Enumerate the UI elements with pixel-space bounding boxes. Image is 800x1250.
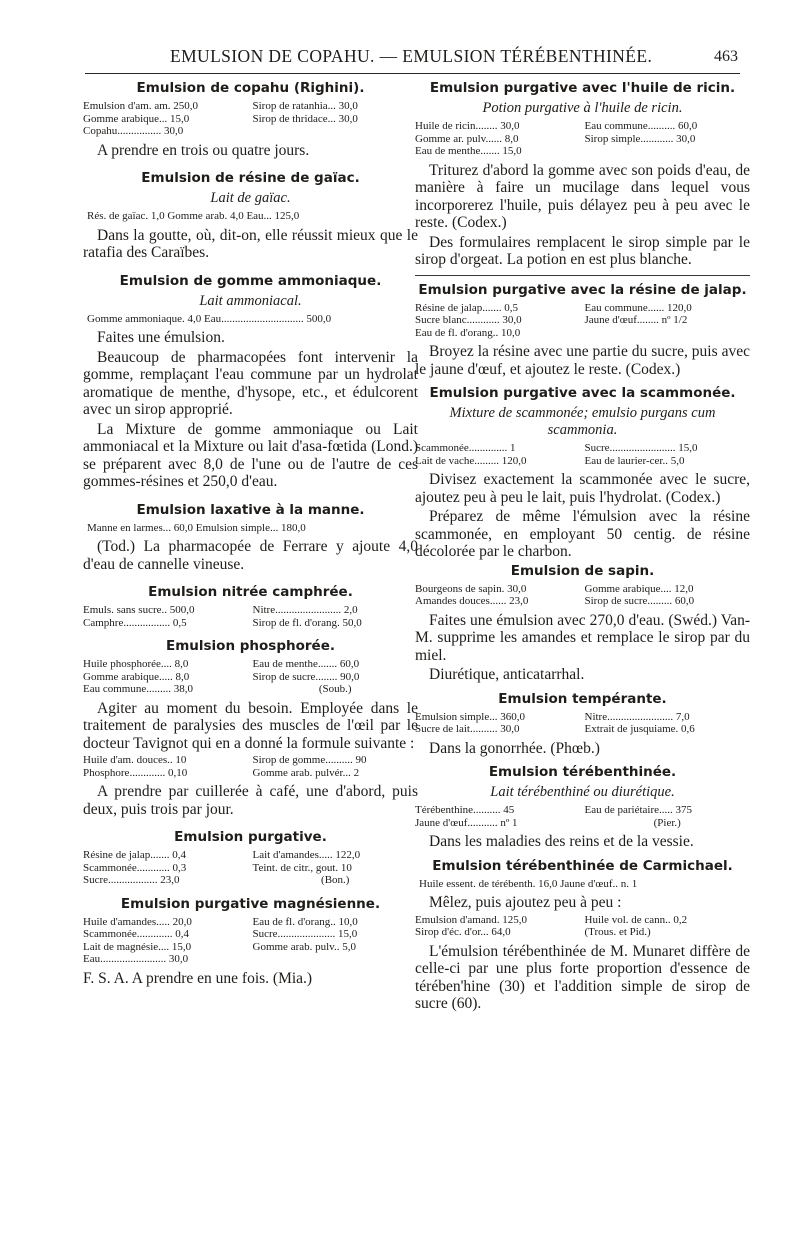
section-title: Emulsion nitrée camphrée. <box>148 584 353 600</box>
ingredient-row <box>83 683 418 696</box>
ingredient-row <box>415 804 750 817</box>
left-column <box>83 80 418 989</box>
ingredient: Bourgeons de sapin. 30,0 <box>415 582 527 595</box>
ingredient-row <box>415 723 750 736</box>
ingredient: Gomme ar. pulv...... 8,0 <box>415 132 519 145</box>
ingredient: Gomme arabique.... 12,0 <box>584 582 694 595</box>
ingredient: Huile d'amandes..... 20,0 <box>83 915 192 928</box>
divider <box>415 275 750 276</box>
ingredient-row <box>415 914 750 927</box>
ingredient: Huile vol. de cann.. 0,2 <box>584 913 688 926</box>
ingredient-row <box>415 302 750 315</box>
ingredient: Gomme arabique... 15,0 <box>83 112 190 125</box>
ingredient: Teint. de citr., gout. 10 <box>252 861 352 874</box>
ingredient: Gomme arab. pulvér... 2 <box>252 766 360 779</box>
ingredient: Eau de menthe....... 60,0 <box>252 658 360 670</box>
section-title: Emulsion purgative avec la résine de jalap. <box>418 281 747 298</box>
ingredient: Sirop de sucre........ 90,0 <box>252 670 360 683</box>
section-subtitle: Mixture de scammonée; emulsio purgans cum scammonia. <box>449 405 716 438</box>
section-carmichael <box>415 858 750 1013</box>
paragraph: Mêlez, puis ajoutez peu à peu : <box>429 894 622 911</box>
ingredient-row <box>415 878 750 891</box>
ingredient: Huile d'am. douces.. 10 <box>83 754 187 766</box>
ingredient-row <box>83 100 418 113</box>
ingredient: Eau de fl. d'orang.. 10,0 <box>415 326 521 339</box>
ingredient: Sucre de lait.......... 30,0 <box>415 723 520 735</box>
ingredients <box>83 210 418 223</box>
ingredient-row <box>415 327 750 340</box>
ingredients <box>415 583 750 608</box>
ingredient-row <box>415 133 750 146</box>
ingredient: Eau........................ 30,0 <box>83 953 189 965</box>
ingredient: Nitre........................ 2,0 <box>252 604 358 616</box>
ingredient: Eau de pariétaire..... 375 <box>584 804 693 816</box>
ingredient: Huile essent. de térébenth. 16,0 Jaune d'œuf.. n. 1 <box>419 877 638 890</box>
ingredient: Sirop de gomme.......... 90 <box>252 754 367 766</box>
ingredient: Eau commune.......... 60,0 <box>584 120 698 132</box>
section-title: Emulsion purgative. <box>174 829 327 845</box>
section-title: Emulsion de copahu (Righini). <box>136 80 365 96</box>
ingredients <box>83 313 418 326</box>
ingredient: Manne en larmes... 60,0 Emulsion simple... 180,0 <box>87 521 306 534</box>
ingredient-row <box>415 711 750 724</box>
ingredient-row <box>83 928 418 941</box>
ingredient-row <box>415 583 750 596</box>
ingredient: (Pier.) <box>653 816 681 829</box>
section-title: Emulsion térébenthinée. <box>488 764 677 780</box>
section-huile-de-ricin <box>415 80 750 269</box>
paragraph: Faites une émulsion avec 270,0 d'eau. (Swéd.) Van-M. supprime les amandes et remplace le sirop par du miel. <box>415 611 750 664</box>
ingredients <box>83 100 418 138</box>
paragraph: Faites une émulsion. <box>97 329 225 346</box>
paragraph: Dans les maladies des reins et de la vessie. <box>429 833 694 850</box>
ingredients <box>415 804 750 829</box>
ingredient: Résine de jalap....... 0,4 <box>83 849 186 861</box>
ingredient: Sucre..................... 15,0 <box>252 928 358 940</box>
ingredient-row <box>83 874 418 887</box>
ingredient-row <box>83 916 418 929</box>
ingredients <box>83 916 418 966</box>
paragraph: Beaucoup de pharmacopées font intervenir la gomme, remplaçant l'eau commune par un hydrolat aromatique de menthe, d'hysope, etc., et édulcorent avec un sirop approprié. <box>83 348 418 418</box>
section-title: Emulsion purgative avec l'huile de ricin. <box>429 80 736 96</box>
ingredient <box>249 125 419 138</box>
ingredient-row <box>83 617 418 630</box>
ingredients <box>415 442 750 467</box>
section-subtitle: Lait ammoniacal. <box>199 292 302 309</box>
ingredient-row <box>83 767 418 780</box>
section-subtitle: Potion purgative à l'huile de ricin. <box>482 100 683 116</box>
paragraph: L'émulsion térébenthinée de M. Munaret diffère de celle-ci par une plus forte proportion d'essence de térében'hine (30) et l'addition simple de sirop de sucre (60). <box>415 942 750 1012</box>
ingredient: Lait de magnésie.... 15,0 <box>83 940 192 953</box>
ingredients <box>83 754 418 779</box>
ingredients <box>83 522 418 535</box>
ingredient: Extrait de jusquiame. 0,6 <box>584 723 695 735</box>
ingredient-row <box>83 754 418 767</box>
ingredient-row <box>415 595 750 608</box>
ingredient: Phosphore............. 0,10 <box>83 766 188 779</box>
ingredient-row <box>415 120 750 133</box>
ingredients <box>83 849 418 887</box>
ingredient: Eau commune......... 38,0 <box>83 683 193 695</box>
section-sapin <box>415 563 750 684</box>
section-title: Emulsion de gomme ammoniaque. <box>119 272 382 289</box>
section-title: Emulsion de sapin. <box>510 562 655 579</box>
paragraph: Des formulaires remplacent le sirop simple par le sirop d'orgeat. La potion en est plus blanche. <box>415 233 750 268</box>
ingredient: Sirop d'éc. d'or... 64,0 <box>415 926 511 938</box>
ingredient: Camphre................. 0,5 <box>83 616 187 629</box>
ingredient-row <box>83 671 418 684</box>
ingredient-row <box>83 941 418 954</box>
section-manne <box>83 502 418 574</box>
paragraph: Dans la gonorrhée. (Phœb.) <box>429 739 600 757</box>
ingredient-row <box>415 145 750 158</box>
ingredient-row <box>83 849 418 862</box>
ingredient: Résine de jalap....... 0,5 <box>415 301 518 314</box>
ingredient: Sirop de fl. d'orang. 50,0 <box>252 616 362 629</box>
ingredient: Gomme arab. pulv.. 5,0 <box>252 940 356 953</box>
ingredient: Sucre........................ 15,0 <box>584 442 698 454</box>
section-terebenthinee <box>415 764 750 851</box>
paragraph: Préparez de même l'émulsion avec la résine scammonée, en employant 50 centig. de résine décolorée par le charbon. <box>415 508 750 560</box>
ingredient-row <box>83 125 418 138</box>
right-column <box>415 80 750 1015</box>
section-subtitle: Lait térébenthiné ou diurétique. <box>490 784 675 800</box>
section-title: Emulsion tempérante. <box>498 690 667 707</box>
ingredient: Emuls. sans sucre.. 500,0 <box>83 604 195 616</box>
paragraph: Diurétique, anticatarrhal. <box>429 666 585 683</box>
paragraph: Broyez la résine avec une partie du sucre, puis avec le jaune d'œuf, et ajoutez le reste. (Codex.) <box>415 343 750 378</box>
section-title: Emulsion phosphorée. <box>165 638 335 654</box>
ingredient-row <box>415 314 750 327</box>
ingredient: Emulsion d'amand. 125,0 <box>415 913 527 926</box>
ingredients <box>415 914 750 939</box>
ingredient: Scammonée............. 0,4 <box>83 928 190 940</box>
section-resine-de-jalap <box>415 282 750 379</box>
ingredient: Rés. de gaïac. 1,0 Gomme arab. 4,0 Eau... 125,0 <box>87 210 300 222</box>
ingredient: Sirop de thridace... 30,0 <box>252 112 358 125</box>
ingredient-row <box>83 862 418 875</box>
section-purgative <box>83 829 418 887</box>
ingredient: Scammonée.............. 1 <box>415 442 516 454</box>
ingredients <box>415 302 750 340</box>
ingredient-row <box>83 313 418 326</box>
ingredient <box>581 327 751 340</box>
ingredient: Eau commune...... 120,0 <box>584 301 692 314</box>
section-purgative-magnesienne <box>83 896 418 988</box>
ingredient: Lait d'amandes..... 122,0 <box>252 849 361 861</box>
ingredient: Scammonée............ 0,3 <box>83 861 187 874</box>
ingredient: Sucre blanc............ 30,0 <box>415 314 522 326</box>
ingredient: Eau de laurier-cer.. 5,0 <box>584 454 685 467</box>
ingredient-row <box>415 442 750 455</box>
ingredient-row <box>83 658 418 671</box>
ingredient: Jaune d'œuf........ nº 1/2 <box>584 314 688 326</box>
paragraph: Triturez d'abord la gomme avec son poids d'eau, de manière à faire un mucilage dans lequel vous incorporerez l'huile, puis délayez peu à peu avec le reste. (Codex.) <box>415 161 750 231</box>
ingredient <box>581 145 751 158</box>
ingredient-row <box>83 604 418 617</box>
paragraph: A prendre en trois ou quatre jours. <box>97 141 310 159</box>
ingredient: Nitre........................ 7,0 <box>584 710 690 723</box>
section-temperante <box>415 691 750 758</box>
section-gaiac <box>83 170 418 262</box>
ingredient-row <box>83 522 418 535</box>
ingredient: Eau de fl. d'orang.. 10,0 <box>252 915 358 928</box>
ingredients <box>83 658 418 696</box>
ingredient: (Trous. et Pid.) <box>584 926 651 938</box>
ingredients <box>415 711 750 736</box>
section-gomme-ammoniaque <box>83 273 418 491</box>
ingredient: Lait de vache......... 120,0 <box>415 454 527 467</box>
section-title: Emulsion purgative avec la scammonée. <box>429 385 736 401</box>
ingredient: Gomme arabique..... 8,0 <box>83 670 190 683</box>
paragraph: (Tod.) La pharmacopée de Ferrare y ajoute 4,0 d'eau de cannelle vineuse. <box>83 538 418 573</box>
ingredient: Térébenthine.......... 45 <box>415 804 515 816</box>
ingredient: Gomme ammoniaque. 4,0 Eau.............................. 500,0 <box>87 312 332 325</box>
section-nitree-camphree <box>83 584 418 629</box>
ingredients <box>415 878 750 891</box>
ingredient <box>249 953 419 966</box>
ingredient: Sirop de sucre......... 60,0 <box>584 595 695 607</box>
paragraph: F. S. A. A prendre en une fois. (Mia.) <box>83 969 313 987</box>
paragraph: La Mixture de gomme ammoniaque ou Lait ammoniacal et la Mixture ou lait d'asa-fœtida (Lond.) se préparent avec 8,0 de l'une ou de l'autre de ces gommes-résines et 250,0 d'eau. <box>83 420 418 490</box>
section-title: Emulsion de résine de gaïac. <box>141 170 360 186</box>
ingredient-row <box>415 926 750 939</box>
ingredient: Jaune d'œuf........... nº 1 <box>415 816 518 829</box>
page-number: 463 <box>714 48 738 65</box>
section-scammonee <box>415 385 750 561</box>
section-phosphoree <box>83 638 418 818</box>
section-title: Emulsion térébenthinée de Carmichael. <box>432 857 733 874</box>
header-rule <box>85 73 740 74</box>
ingredients <box>83 604 418 629</box>
section-copahu <box>83 80 418 159</box>
ingredient: Sucre.................. 23,0 <box>83 874 180 886</box>
ingredient: (Bon.) <box>321 874 350 886</box>
ingredient-row <box>415 817 750 830</box>
section-title: Emulsion purgative magnésienne. <box>120 895 381 912</box>
section-title: Emulsion laxative à la manne. <box>136 501 365 518</box>
paragraph: A prendre par cuillerée à café, une d'abord, puis deux, puis trois par jour. <box>83 783 418 818</box>
ingredient-row <box>415 455 750 468</box>
ingredient-row <box>83 113 418 126</box>
ingredient-row <box>83 953 418 966</box>
ingredient: Copahu................ 30,0 <box>83 125 184 137</box>
paragraph: Dans la goutte, où, dit-on, elle réussit mieux que le ratafia des Caraïbes. <box>83 226 418 261</box>
running-title: EMULSION DE COPAHU. — EMULSION TÉRÉBENTHINÉE. <box>170 46 653 66</box>
ingredient: Emulsion d'am. am. 250,0 <box>83 100 199 112</box>
ingredient-row <box>83 210 418 223</box>
paragraph: Divisez exactement la scammonée avec le sucre, ajoutez peu à peu le lait, puis l'hydrolat. (Codex.) <box>415 471 750 506</box>
ingredient: Eau de menthe....... 15,0 <box>415 145 522 157</box>
ingredient: Amandes douces...... 23,0 <box>415 595 529 607</box>
ingredient: Sirop simple............ 30,0 <box>584 132 696 145</box>
ingredient: Emulsion simple... 360,0 <box>415 710 525 723</box>
page-header <box>0 44 800 74</box>
section-subtitle: Lait de gaïac. <box>210 190 291 206</box>
ingredient: Sirop de ratanhia... 30,0 <box>252 100 358 112</box>
ingredient: Huile phosphorée.... 8,0 <box>83 658 189 670</box>
paragraph: Agiter au moment du besoin. Employée dans le traitement de paralysies des muscles de l'œil par le docteur Tavignot qui en a donné la formule suivante : <box>83 699 418 752</box>
ingredient: (Soub.) <box>318 683 352 695</box>
ingredients <box>415 120 750 158</box>
ingredient: Huile de ricin........ 30,0 <box>415 120 520 132</box>
